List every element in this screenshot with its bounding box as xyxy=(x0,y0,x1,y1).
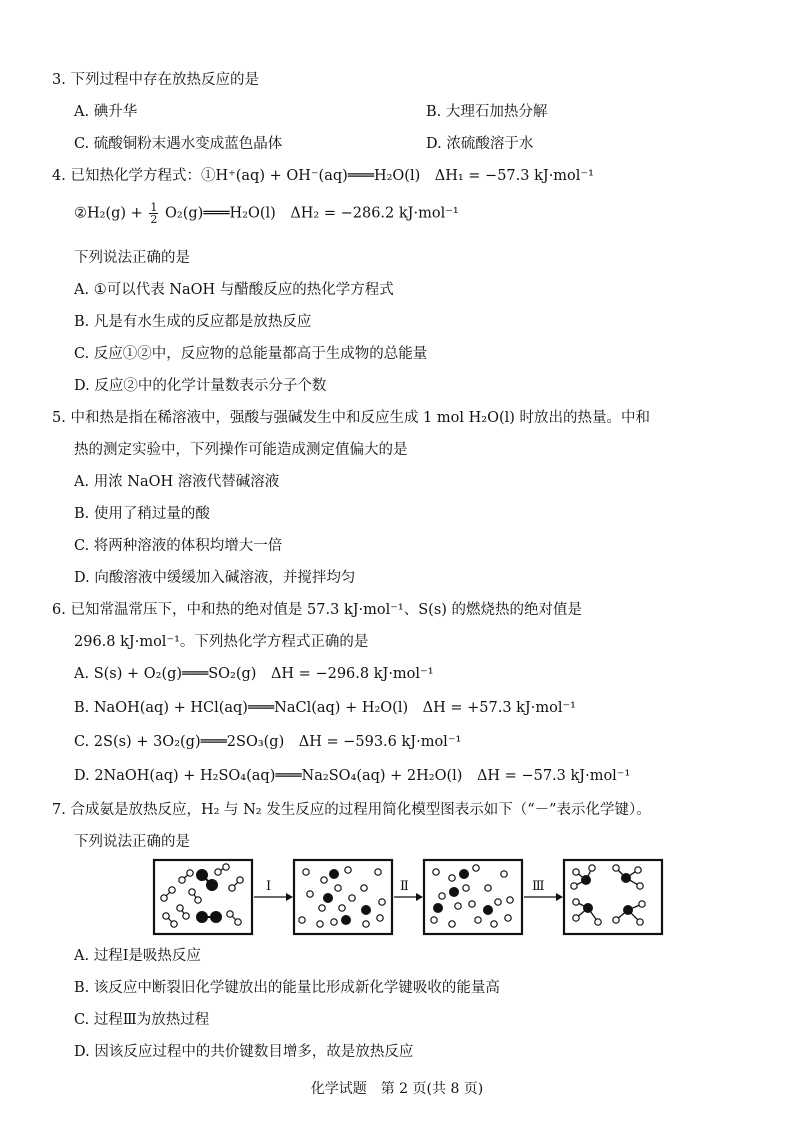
q7-option-c: C. 过程Ⅲ为放热过程 xyxy=(74,1012,210,1028)
q7-stem: 7. 合成氨是放热反应，H₂ 与 N₂ 发生反应的过程用简化模型图表示如下（“－”表示化学键）。 xyxy=(52,802,651,818)
q6-option-b: B. NaOH(aq) + HCl(aq)═══NaCl(aq) + H₂O(l) ΔH = +57.3 kJ·mol⁻¹ xyxy=(74,700,576,716)
q4-eq2-fraction xyxy=(149,202,158,225)
q6-stem-line2: 296.8 kJ·mol⁻¹。下列热化学方程式正确的是 xyxy=(74,634,369,650)
q4-stem: 4. 已知热化学方程式：①H⁺(aq) + OH⁻(aq)═══H₂O(l) ΔH₁ = −57.3 kJ·mol⁻¹ xyxy=(52,168,594,184)
stage-3-box xyxy=(424,860,522,934)
q4-option-b: B. 凡是有水生成的反应都是放热反应 xyxy=(74,314,312,330)
q6-option-d: D. 2NaOH(aq) + H₂SO₄(aq)═══Na₂SO₄(aq) + 2H₂O(l) ΔH = −57.3 kJ·mol⁻¹ xyxy=(74,768,631,784)
q4-option-d: D. 反应②中的化学计量数表示分子个数 xyxy=(74,378,327,394)
process-arrow-3 xyxy=(524,879,563,901)
q4-prompt: 下列说法正确的是 xyxy=(74,250,190,266)
stage-1-box xyxy=(154,860,252,934)
q5-option-d: D. 向酸溶液中缓缓加入碱溶液，并搅拌均匀 xyxy=(74,570,356,586)
q6-option-c: C. 2S(s) + 3O₂(g)═══2SO₃(g) ΔH = −593.6 kJ·mol⁻¹ xyxy=(74,734,462,750)
process-2-label: Ⅱ xyxy=(400,879,409,894)
process-3-label: Ⅲ xyxy=(532,879,545,894)
q5-option-c: C. 将两种溶液的体积均增大一倍 xyxy=(74,538,283,554)
page-footer: 化学试题 第 2 页(共 8 页) xyxy=(310,1081,484,1097)
process-arrow-2 xyxy=(394,879,423,901)
q5-option-b: B. 使用了稍过量的酸 xyxy=(74,506,210,522)
q4-equation-2 xyxy=(74,202,459,225)
q7-option-d: D. 因该反应过程中的共价键数目增多，故是放热反应 xyxy=(74,1044,414,1060)
q6-option-a: A. S(s) + O₂(g)═══SO₂(g) ΔH = −296.8 kJ·mol⁻¹ xyxy=(74,666,434,682)
q7-prompt: 下列说法正确的是 xyxy=(74,834,190,850)
stage-2-box xyxy=(294,860,392,934)
q4-option-a: A. ①可以代表 NaOH 与醋酸反应的热化学方程式 xyxy=(74,282,394,298)
q3-option-a: A. 碘升华 xyxy=(74,104,138,120)
q3-option-b: B. 大理石加热分解 xyxy=(426,104,548,120)
q7-option-b: B. 该反应中断裂旧化学键放出的能量比形成新化学键吸收的能量高 xyxy=(74,980,500,996)
q5-stem-line2: 热的测定实验中，下列操作可能造成测定值偏大的是 xyxy=(74,442,408,458)
q4-eq2-right: O₂(g)═══H₂O(l) ΔH₂ = −286.2 kJ·mol⁻¹ xyxy=(165,205,459,222)
q3-option-d: D. 浓硫酸溶于水 xyxy=(426,136,534,152)
fraction-denominator: 2 xyxy=(150,213,158,226)
q7-option-a: A. 过程Ⅰ是吸热反应 xyxy=(74,948,201,964)
stage-4-box xyxy=(564,860,662,934)
q4-option-c: C. 反应①②中，反应物的总能量都高于生成物的总能量 xyxy=(74,346,428,362)
q5-option-a: A. 用浓 NaOH 溶液代替碱溶液 xyxy=(74,474,280,490)
q4-eq2-left: ②H₂(g) + xyxy=(74,205,143,222)
q6-stem-line1: 6. 已知常温常压下，中和热的绝对值是 57.3 kJ·mol⁻¹、S(s) 的燃烧热的绝对值是 xyxy=(52,602,583,618)
ammonia-synthesis-model-diagram xyxy=(152,858,692,944)
q5-stem-line1: 5. 中和热是指在稀溶液中，强酸与强碱发生中和反应生成 1 mol H₂O(l) 时放出的热量。中和 xyxy=(52,410,651,426)
process-1-label: Ⅰ xyxy=(266,879,272,894)
q3-option-c: C. 硫酸铜粉末遇水变成蓝色晶体 xyxy=(74,136,283,152)
process-arrow-1 xyxy=(254,879,293,901)
fraction-numerator: 1 xyxy=(150,201,158,214)
q3-stem: 3. 下列过程中存在放热反应的是 xyxy=(52,72,259,88)
